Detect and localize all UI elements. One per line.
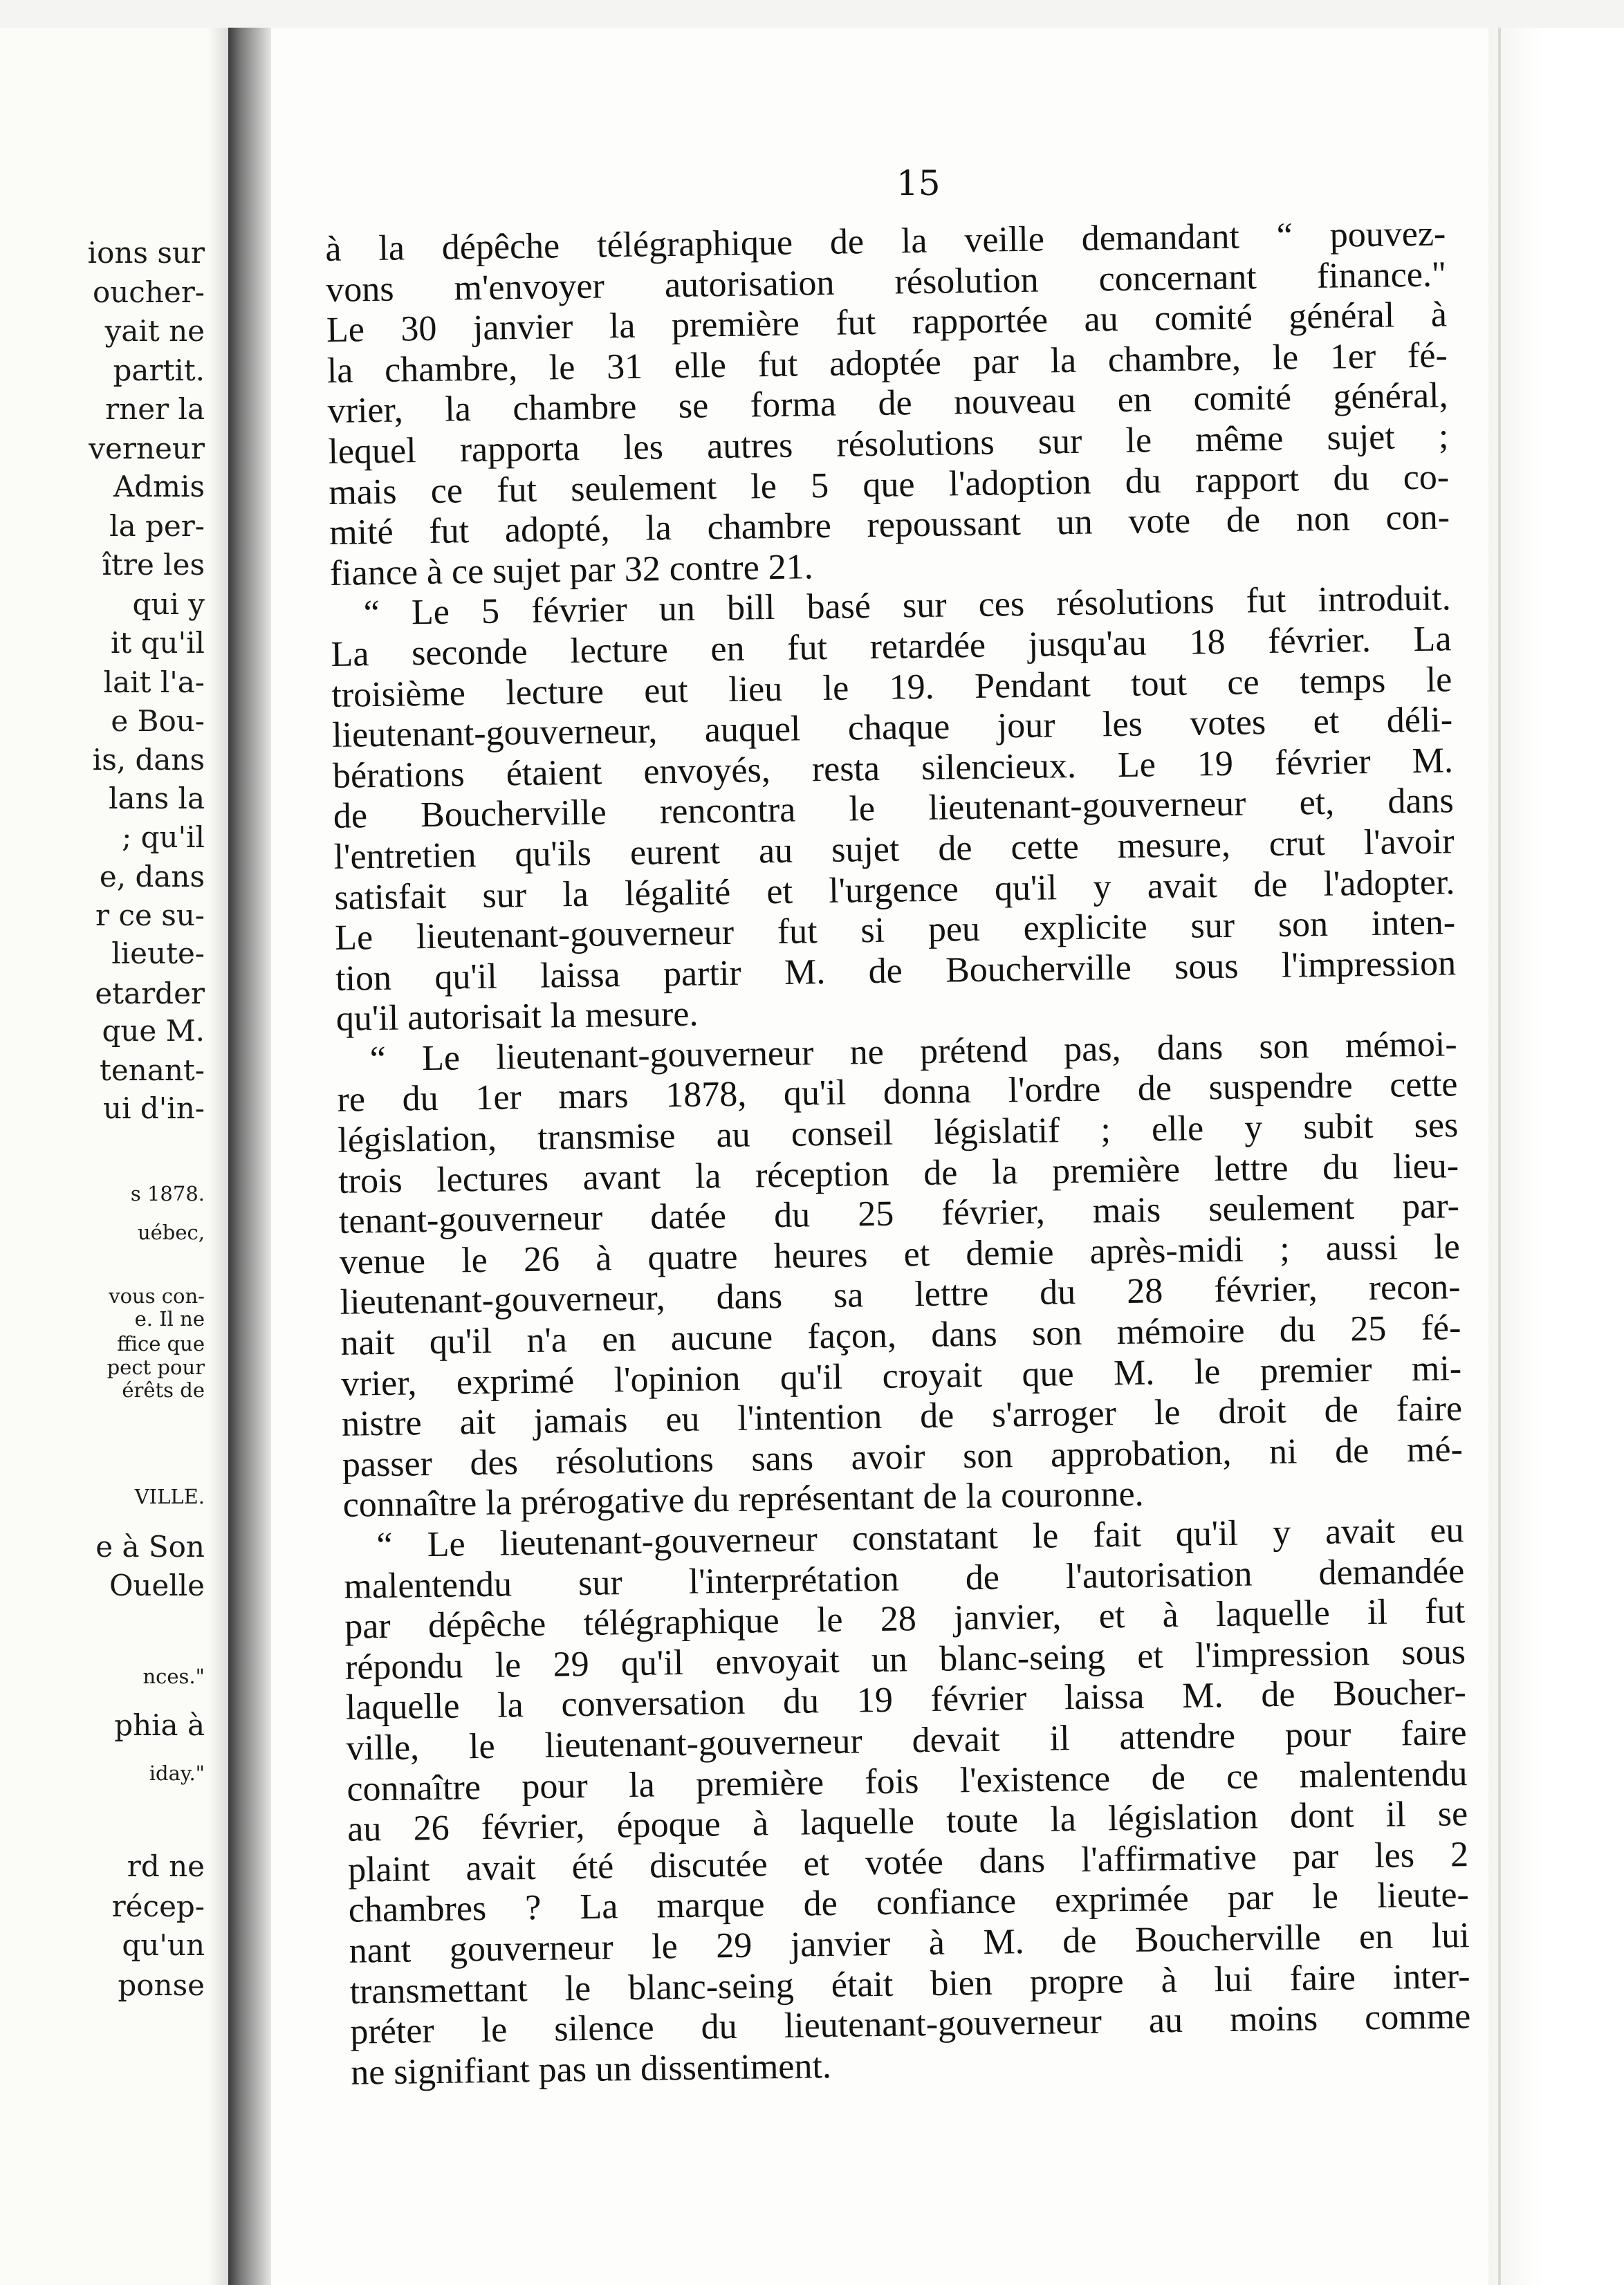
body-line: connaître la prérogative du représentant de la couronne. <box>342 1474 1144 1526</box>
left-page-line: yait ne <box>104 314 205 348</box>
left-page-line: e Bou- <box>111 704 205 738</box>
body-line: malentendu sur l'interprétation de l'autorisation demandée <box>343 1551 1465 1607</box>
body-text <box>325 214 1471 2093</box>
left-page-line: vous con- <box>109 1284 205 1308</box>
left-page-line: ions sur <box>87 236 205 270</box>
body-line: trois lectures avant la réception de la première lettre du lieu- <box>338 1145 1459 1201</box>
left-page-line: etarder <box>95 977 205 1010</box>
left-page-line: it qu'il <box>110 626 205 660</box>
body-line: ville, le lieutenant-gouverneur devait il attendre pour faire <box>346 1713 1467 1768</box>
body-line: de Boucherville rencontra le lieutenant-gouverneur et, dans <box>333 781 1455 837</box>
left-page-line: is, dans <box>92 743 205 777</box>
left-page-line: VILLE. <box>134 1485 205 1508</box>
body-line: venue le 26 à quatre heures et demie après-midi ; aussi le <box>339 1227 1461 1282</box>
body-line: la chambre, le 31 elle fut adoptée par la chambre, le 1er fé- <box>326 335 1448 391</box>
body-line: lieutenant-gouverneur, auquel chaque jour les votes et déli- <box>331 700 1453 756</box>
body-line: préter le silence du lieutenant-gouverneur au moins comme <box>349 1997 1471 2052</box>
body-line: bérations étaient envoyés, resta silencieux. Le 19 février M. <box>332 741 1454 796</box>
left-page-line: verneur <box>89 432 205 465</box>
body-line: vrier, exprimé l'opinion qu'il croyait que M. le premier mi- <box>340 1348 1462 1404</box>
left-page-line: lait l'a- <box>103 665 205 699</box>
body-line: Le 30 janvier la première fut rapportée au comité général à <box>326 295 1448 351</box>
left-page-shadow <box>207 28 228 2285</box>
left-page-line: e, dans <box>99 860 205 894</box>
left-page-line: ître les <box>102 548 205 582</box>
body-line: nait qu'il n'a en aucune façon, dans son mémoire du 25 fé- <box>340 1308 1461 1363</box>
left-page-line: ffice que <box>117 1332 205 1356</box>
left-page-line: ; qu'il <box>122 820 205 854</box>
body-line: mité fut adopté, la chambre repoussant un vote de non con- <box>329 497 1450 553</box>
left-facing-page <box>0 28 228 2285</box>
left-page-line: la per- <box>109 509 205 543</box>
left-page-line: phia à <box>114 1708 205 1742</box>
left-page-line: ui d'in- <box>103 1091 205 1125</box>
left-page-line: nces." <box>142 1665 205 1688</box>
body-line: connaître pour la première fois l'existence de ce malentendu <box>347 1753 1468 1809</box>
left-page-line: qui y <box>132 587 205 621</box>
body-line: répondu le 29 qu'il envoyait un blanc-seing et l'impression sous <box>344 1631 1466 1687</box>
left-page-line: uébec, <box>137 1221 205 1244</box>
left-page-line: Admis <box>113 470 205 503</box>
book-gutter <box>228 28 271 2285</box>
left-page-line: rner la <box>105 392 205 426</box>
left-page-line: érêts de <box>122 1378 205 1402</box>
left-page-line: r ce su- <box>95 898 205 932</box>
body-line: troisième lecture eut lieu le 19. Pendant tout ce temps le <box>331 659 1452 715</box>
left-page-line: rd ne <box>127 1849 205 1883</box>
left-page-line: s 1878. <box>130 1182 205 1205</box>
body-line: “ Le lieutenant-gouverneur ne prétend pas, dans son mémoi- <box>369 1024 1457 1080</box>
body-line: mais ce fut seulement le 5 que l'adoption du rapport du co- <box>328 456 1450 512</box>
left-page-line: Ouelle <box>109 1569 205 1602</box>
body-line: ne signifiant pas un dissentiment. <box>350 2046 832 2093</box>
body-line: fiance à ce sujet par 32 contre 21. <box>329 546 814 593</box>
body-line: “ Le 5 février un bill basé sur ces résolutions fut introduit. <box>363 578 1452 633</box>
body-line: La seconde lecture en fut retardée jusqu'au 18 février. La <box>331 619 1452 674</box>
left-page-line: que M. <box>102 1014 205 1048</box>
body-line: à la dépêche télégraphique de la veille demandant “ pouvez- <box>325 214 1446 269</box>
body-line: vrier, la chambre se forma de nouveau en comité général, <box>327 376 1448 432</box>
left-page-line: tenant- <box>100 1053 205 1087</box>
body-line: Le lieutenant-gouverneur fut si peu explicite sur son inten- <box>334 903 1456 958</box>
body-line: au 26 février, époque à laquelle toute la législation dont il se <box>347 1794 1468 1849</box>
body-line: nistre ait jamais eu l'intention de s'arroger le droit de faire <box>341 1389 1463 1445</box>
body-line: chambres ? La marque de confiance exprimée par le lieute- <box>348 1875 1470 1931</box>
body-line: vons m'envoyer autorisation résolution concernant finance." <box>325 254 1447 310</box>
body-line: passer des résolutions sans avoir son approbation, ni de mé- <box>342 1430 1464 1485</box>
left-page-line: pect pour <box>107 1356 205 1379</box>
left-page-line: lans la <box>109 781 205 815</box>
right-page-edge <box>1488 28 1624 2285</box>
body-line: satisfait sur la légalité et l'urgence qu'il y avait de l'adopter. <box>334 862 1455 918</box>
body-line: plaint avait été discutée et votée dans l'affirmative par les 2 <box>347 1834 1469 1890</box>
page-number: 15 <box>896 163 941 203</box>
body-line: nant gouverneur le 29 janvier à M. de Boucherville en lui <box>349 1916 1470 1971</box>
body-line: tion qu'il laissa partir M. de Boucherville sous l'impression <box>335 943 1457 999</box>
left-page-line: e. Il ne <box>134 1307 205 1331</box>
left-page-line: lieute- <box>111 936 205 970</box>
left-page-line: partit. <box>113 353 205 387</box>
body-line: par dépêche télégraphique le 28 janvier, et à laquelle il fut <box>344 1591 1466 1647</box>
body-line: transmettant le blanc-seing était bien propre à lui faire inter- <box>349 1956 1470 2012</box>
left-page-line: qu'un <box>122 1928 205 1962</box>
body-line: laquelle la conversation du 19 février laissa M. de Boucher- <box>345 1672 1467 1728</box>
body-line: qu'il autorisait la mesure. <box>335 994 699 1039</box>
body-line: lieutenant-gouverneur, dans sa lettre du 28 février, recon- <box>340 1267 1461 1323</box>
body-line: re du 1er mars 1878, qu'il donna l'ordre de suspendre cette <box>337 1064 1458 1120</box>
left-page-line: oucher- <box>92 275 205 309</box>
left-page-line: récep- <box>111 1889 205 1923</box>
left-page-line: iday." <box>149 1761 205 1785</box>
body-line: législation, transmise au conseil législatif ; elle y subit ses <box>337 1105 1459 1160</box>
body-line: tenant-gouverneur datée du 25 février, mais seulement par- <box>338 1186 1460 1242</box>
body-line: lequel rapporta les autres résolutions sur le même sujet ; <box>328 416 1449 472</box>
left-page-line: e à Son <box>95 1530 205 1564</box>
page-edge-line <box>1498 28 1501 2285</box>
body-line: “ Le lieutenant-gouverneur constatant le fait qu'il y avait eu <box>376 1510 1464 1566</box>
left-page-line: ponse <box>118 1968 205 2002</box>
body-line: l'entretien qu'ils eurent au sujet de cette mesure, crut l'avoir <box>333 822 1455 877</box>
